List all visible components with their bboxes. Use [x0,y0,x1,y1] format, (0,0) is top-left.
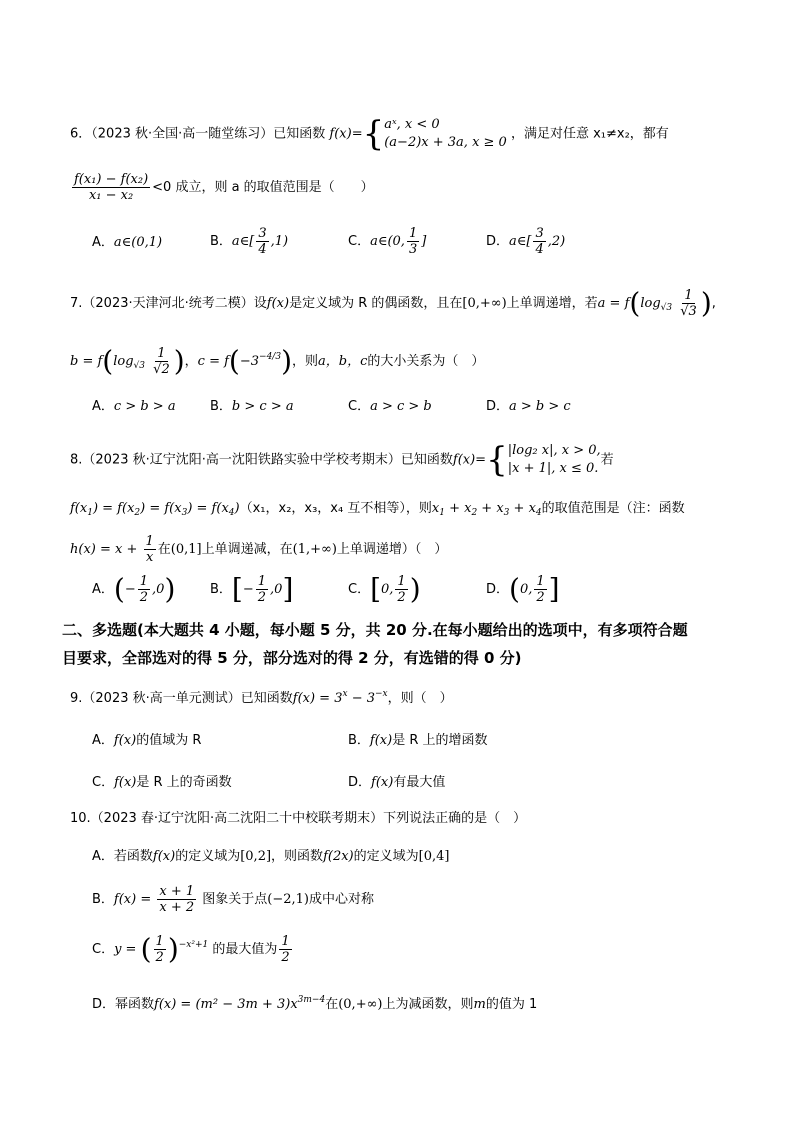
option-text: a∈(0,1) [113,235,163,250]
q6-prefix: 6．（2023 秋·全国·高一随堂练习）已知函数 [70,126,326,142]
q10-a-text4: 的定义域为 [353,849,419,864]
q6-option-c[interactable]: C．a∈(0, $\frac{1}{3}$ ] [348,226,427,257]
q9-suffix: ，则（ ） [387,691,453,706]
q10-b-text: 图象关于点 [202,892,268,907]
q9-option-c[interactable]: C．f(x)是 R 上的奇函数 [92,775,232,790]
q8-line3: h(x) = x + $\frac{1}{x}$ 在(0,1]上单调递减，在(1,+∞)上单调递增）（ ） [70,534,448,565]
option-text: 是 R 上的奇函数 [136,775,232,790]
q10-a-text3: ，则函数 [271,849,324,864]
q10-a-text1: A．若函数 [92,849,153,864]
q7-option-c[interactable] [348,398,432,416]
option-label: D． [486,582,510,597]
option-text: 有最大值 [393,775,446,790]
option-label: A． [92,399,114,414]
q8-piece2: |x + 1|, x ≤ 0. [507,461,599,476]
option-label: B． [92,892,114,907]
q6-piece1: aˣ, x < 0 [384,117,440,132]
section-heading [62,618,688,670]
q8-option-a[interactable]: A．(− $\frac{1}{2}$ ,0) [92,572,176,606]
q8-end: 的取值范围是（注：函数 [541,501,685,516]
q9-option-d[interactable]: D．f(x)有最大值 [348,775,446,790]
q8-piece1: |log₂ x|, x > 0, [507,443,601,458]
q6-line1 [70,116,669,152]
q10-c-text: 的最大值为 [212,942,278,957]
q7-then: ，则 [292,354,319,369]
q6-condition: <0 成立，则 a 的取值范围是（ ） [152,180,374,195]
section-heading-line2: 目要求，全部选对的得 5 分，部分选对的得 2 分，有选错的得 0 分) [62,649,522,667]
q6-option-d[interactable]: D．a∈[ $\frac{3}{4}$ ,2) [486,226,566,257]
q10-option-d[interactable]: D．幂函数$f(x) = (m^2 - 3m + 3)x^{3m-4}$在(0,+∞)上为减函数，则m的值为 1 [92,995,538,1012]
q8-option-d[interactable]: D．(0, $\frac{1}{2}$ ] [486,572,560,606]
q10-a-text2: 的定义域为 [175,849,241,864]
q10-option-a[interactable]: A．若函数f(x)的定义域为[0,2]，则函数f(2x)的定义域为[0,4] [92,849,450,864]
option-label: A． [92,733,114,748]
q7-option-b[interactable] [210,398,294,416]
q9-line1: 9.（2023 秋·高一单元测试）已知函数$f(x) = 3^x - 3^{-x}$，则（ ） [70,689,453,706]
q8-dec: 上单调递减，在 [201,542,293,557]
q7-text-b: 是定义域为 R 的偶函数，且在 [289,296,463,311]
q6-function: f(x)= [329,126,363,142]
q6-option-a[interactable] [92,234,162,252]
option-text: 的值域为 R [136,733,202,748]
option-text: 是 R 上的增函数 [392,733,488,748]
option-label: A． [92,582,114,597]
q8-inc: 上单调递增）（ ） [336,542,448,557]
q8-option-c[interactable]: C．[0, $\frac{1}{2}$ ) [348,572,421,606]
q7-end: 的大小关系为（ ） [367,354,485,369]
q10-d-text3: 上为减函数，则 [382,997,474,1012]
q10-d-text2: 在 [325,997,339,1012]
option-label: C． [92,775,115,790]
option-label: A． [92,235,114,250]
q8-option-b[interactable]: B．[− $\frac{1}{2}$ ,0] [210,572,294,606]
q7-option-a[interactable] [92,398,176,416]
q7-prefix: 7.（2023·天津河北·统考二模）设 [70,296,267,311]
q10-line1 [70,810,526,828]
option-label: C． [348,234,371,249]
q10-d-text4: 的值为 1 [485,997,538,1012]
q8-prefix: 8.（2023 秋·辽宁沈阳·高一沈阳铁路实验中学校考期末）已知函数 [70,452,453,468]
q7-text-c: 上单调递增，若 [506,296,598,311]
q9-option-a[interactable]: A．f(x)的值域为 R [92,733,202,748]
q8-zai: 在 [157,542,171,557]
q8-line1: 8.（2023 秋·辽宁沈阳·高一沈阳铁路实验中学校考期末）已知函数f(x)={ |log₂ x|, x > 0, |x + 1|, x ≤ 0. 若 [70,440,614,480]
option-label: C． [348,399,371,414]
q10-option-c[interactable]: C．y = ( $\frac{1}{2}$ )$^{-x^2+1}$ 的最大值为 $\frac{1}{2}$ [92,932,290,966]
q7-option-d[interactable] [486,398,571,416]
q10-option-b[interactable]: B．f(x) = $\frac{x + 1}{x + 2}$ 图象关于点(−2,1)成中心对称 [92,884,375,915]
q6-option-b[interactable]: B．a∈[ $\frac{3}{4}$ ,1) [210,226,289,257]
q6-suffix: ，满足对任意 x₁≠x₂，都有 [510,126,669,142]
q6-frac-den: x₁ − x₂ [88,188,134,203]
q9-option-b[interactable]: B．f(x)是 R 上的增函数 [348,733,488,748]
option-text: a > c > b [370,399,432,414]
q6-line2 [70,172,374,203]
option-label: D． [348,775,372,790]
q6-fraction [72,172,150,203]
option-label: D． [486,234,510,249]
option-label: B． [210,234,232,249]
q8-line2: $f(x_1) = f(x_2) = f(x_3) = f(x_4)(x_1$，x₂，x₃，x₄ 互不相等），则$x_1 + x_2 + x_3 + x_4$的取值范围是（注：函数 [70,501,685,518]
q10-b-end: 成中心对称 [309,892,375,907]
q6-frac-num: f(x₁) − f(x₂) [74,172,149,187]
option-label: C． [92,942,115,957]
option-text: c > b > a [113,399,176,414]
q10-prefix: 10.（2023 春·辽宁沈阳·高二沈阳二十中校联考期末）下列说法正确的是（ ） [70,811,527,826]
q10-d-text1: D．幂函数 [92,997,155,1012]
q8-mid: （x₁，x₂，x₃，x₄ 互不相等），则 [239,501,432,516]
q9-prefix: 9.（2023 秋·高一单元测试）已知函数 [70,691,293,706]
q6-brace: { [362,114,385,154]
option-text: a > b > c [509,399,571,414]
q7-line1: 7.（2023·天津河北·统考二模）设f(x)是定义域为 R 的偶函数，且在[0,+∞)上单调递增，若$a = f(\log_{√3}$ $\frac{1}{√3}$ ), [70,286,716,320]
option-label: B． [210,399,232,414]
option-text: b > c > a [231,399,294,414]
q7-line2: $b = f(\log_{√3}$ $\frac{1}{√2}$ )，$c = f(-3^{-4/3})$，则a，b，c的大小关系为（ ） [70,344,485,378]
option-label: D． [486,399,510,414]
option-label: B． [210,582,232,597]
q6-pieces [384,116,507,152]
q8-ruo: 若 [600,452,614,468]
q6-piece2: (a−2)x + 3a, x ≥ 0 [384,135,507,150]
option-label: B． [348,733,370,748]
option-label: C． [348,582,371,597]
section-heading-line1: 二、多选题(本大题共 4 小题，每小题 5 分，共 20 分.在每小题给出的选项中，有多项符合题 [62,621,688,639]
